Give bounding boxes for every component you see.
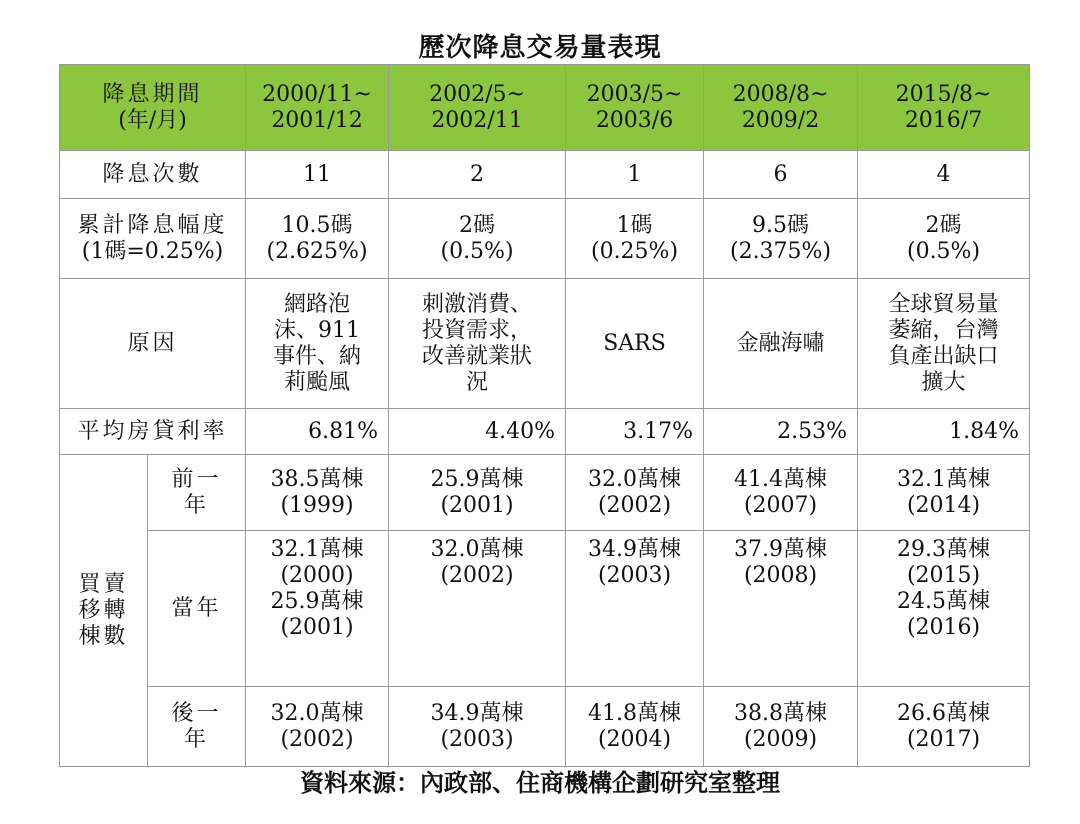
next-year-label-line: 年 <box>184 726 210 752</box>
transfer-year: (2002) <box>280 726 354 752</box>
cuts-value: 1 <box>566 151 704 199</box>
transfer-year: (2008) <box>743 563 818 588</box>
reason-cell <box>704 279 858 409</box>
cumulative-cell <box>704 199 858 279</box>
transfers-prev-row <box>60 455 1030 531</box>
prev-year-label-line: 前一 <box>171 466 222 492</box>
next-year-cell <box>858 687 1030 767</box>
source-note: 資料來源：內政部、住商機構企劃研究室整理 <box>300 768 780 797</box>
next-year-cell <box>566 687 704 767</box>
reason-line: 投資需求， <box>422 317 533 343</box>
current-year-cell <box>704 531 858 687</box>
transfers-group-line: 移轉 <box>78 597 129 623</box>
transfers-group-line: 棟數 <box>78 623 129 649</box>
header-period-end: 2001/12 <box>271 107 363 133</box>
cuts-row <box>60 151 1030 199</box>
header-label-line1: 降息期間 <box>102 81 203 107</box>
prev-year-label-line: 年 <box>184 492 210 518</box>
transfer-year: (2003) <box>597 563 672 588</box>
cumulative-value: 2碼 <box>459 212 496 238</box>
transfer-count: 34.9萬棟 <box>430 700 524 726</box>
transfer-year: (2016) <box>906 615 981 640</box>
header-period-cell <box>389 65 566 151</box>
header-period-end: 2009/2 <box>741 107 820 133</box>
transfers-group-line: 買賣 <box>78 571 129 597</box>
transfer-count: 38.8萬棟 <box>734 700 828 726</box>
transfer-count: 37.9萬棟 <box>734 537 828 562</box>
reason-line: 萎縮，台灣 <box>888 317 999 343</box>
reason-line: 況 <box>466 369 489 395</box>
prev-year-cell <box>704 455 858 531</box>
transfer-count: 38.5萬棟 <box>270 466 364 492</box>
cumulative-cell <box>389 199 566 279</box>
cumulative-value: 9.5碼 <box>752 212 810 238</box>
header-period-cell <box>246 65 389 151</box>
reason-cell <box>566 279 704 409</box>
cumulative-row <box>60 199 1030 279</box>
cumulative-value: 1碼 <box>616 212 653 238</box>
current-year-cell <box>389 531 566 687</box>
reason-line: 金融海嘯 <box>736 330 825 356</box>
next-year-cell <box>704 687 858 767</box>
cumulative-percent: (0.5%) <box>440 238 514 264</box>
transfer-count: 25.9萬棟 <box>430 466 524 492</box>
transfer-count: 41.8萬棟 <box>588 700 682 726</box>
cumulative-percent: (2.375%) <box>729 238 832 264</box>
transfer-year: (2000) <box>280 563 354 588</box>
reason-line: SARS <box>603 330 666 356</box>
cuts-label: 降息次數 <box>60 151 246 199</box>
header-period-end: 2002/11 <box>431 107 523 133</box>
reason-line: 擴大 <box>921 369 966 395</box>
transfer-year: (2017) <box>906 726 981 752</box>
cumulative-cell <box>858 199 1030 279</box>
transfer-year: (2001) <box>280 615 354 640</box>
cumulative-cell <box>566 199 704 279</box>
reason-line: 全球貿易量 <box>888 291 999 317</box>
reason-line: 網路泡 <box>284 291 351 317</box>
reason-label: 原因 <box>60 279 246 409</box>
transfer-count: 25.9萬棟 <box>270 589 364 614</box>
cuts-value: 11 <box>246 151 389 199</box>
header-label-line2: (年/月) <box>118 107 187 133</box>
transfer-count: 34.9萬棟 <box>588 537 682 562</box>
prev-year-cell <box>566 455 704 531</box>
reason-row <box>60 279 1030 409</box>
mortgage-value: 2.53% <box>704 409 858 455</box>
header-period-start: 2002/5~ <box>429 81 525 107</box>
mortgage-value: 4.40% <box>389 409 566 455</box>
transfer-count: 32.1萬棟 <box>897 466 991 492</box>
reason-cell <box>389 279 566 409</box>
reason-line: 改善就業狀 <box>422 343 533 369</box>
transfer-year: (2001) <box>440 492 514 518</box>
transfer-year: (2003) <box>440 726 514 752</box>
cuts-value: 6 <box>704 151 858 199</box>
transfers-group-label <box>60 455 148 767</box>
transfer-year: (2002) <box>597 492 672 518</box>
reason-line: 沫、911 <box>274 317 361 343</box>
transfer-year: (2002) <box>440 563 514 588</box>
transfer-count: 32.1萬棟 <box>270 537 364 562</box>
mortgage-value: 6.81% <box>246 409 389 455</box>
prev-year-cell <box>246 455 389 531</box>
header-period-end: 2003/6 <box>595 107 674 133</box>
transfer-count: 32.0萬棟 <box>430 537 524 562</box>
current-year-cell <box>858 531 1030 687</box>
cuts-value: 4 <box>858 151 1030 199</box>
cumulative-value: 10.5碼 <box>281 212 353 238</box>
transfers-current-row <box>60 531 1030 687</box>
mortgage-row <box>60 409 1030 455</box>
reason-line: 莉颱風 <box>284 369 351 395</box>
next-year-cell <box>389 687 566 767</box>
header-period-cell <box>704 65 858 151</box>
current-year-cell <box>246 531 389 687</box>
transfer-count: 32.0萬棟 <box>588 466 682 492</box>
transfer-year: (2014) <box>906 492 981 518</box>
current-year-label: 當年 <box>148 531 246 687</box>
transfer-count: 32.0萬棟 <box>270 700 364 726</box>
transfer-year: (2009) <box>743 726 818 752</box>
prev-year-cell <box>858 455 1030 531</box>
header-period-end: 2016/7 <box>904 107 983 133</box>
header-row <box>60 65 1030 151</box>
reason-cell <box>246 279 389 409</box>
header-period-cell <box>858 65 1030 151</box>
reason-line: 事件、納 <box>273 343 362 369</box>
transfer-count: 41.4萬棟 <box>734 466 828 492</box>
reason-line: 刺激消費、 <box>422 291 533 317</box>
cumulative-percent: (0.25%) <box>590 238 679 264</box>
transfer-count: 29.3萬棟 <box>897 537 991 562</box>
reason-cell <box>858 279 1030 409</box>
cumulative-percent: (0.5%) <box>906 238 981 264</box>
next-year-label-line: 後一 <box>171 700 222 726</box>
rate-cut-table <box>59 64 1030 767</box>
cumulative-label-line2: (1碼=0.25%) <box>81 238 224 264</box>
transfer-year: (2004) <box>597 726 672 752</box>
prev-year-cell <box>389 455 566 531</box>
transfers-next-row <box>60 687 1030 767</box>
cumulative-label-cell <box>60 199 246 279</box>
header-period-start: 2000/11~ <box>262 81 372 107</box>
transfer-year: (1999) <box>280 492 354 518</box>
prev-year-label <box>148 455 246 531</box>
header-period-start: 2008/8~ <box>732 81 829 107</box>
header-period-start: 2015/8~ <box>895 81 992 107</box>
next-year-label <box>148 687 246 767</box>
cumulative-cell <box>246 199 389 279</box>
current-year-cell <box>566 531 704 687</box>
cumulative-label-line1: 累計降息幅度 <box>77 212 228 238</box>
transfer-year: (2015) <box>906 563 981 588</box>
transfer-count: 24.5萬棟 <box>897 589 991 614</box>
cumulative-value: 2碼 <box>925 212 962 238</box>
mortgage-label: 平均房貸利率 <box>60 409 246 455</box>
page-title: 歷次降息交易量表現 <box>418 33 662 63</box>
cumulative-percent: (2.625%) <box>266 238 368 264</box>
header-period-cell <box>566 65 704 151</box>
mortgage-value: 3.17% <box>566 409 704 455</box>
next-year-cell <box>246 687 389 767</box>
header-period-start: 2003/5~ <box>586 81 683 107</box>
transfer-count: 26.6萬棟 <box>897 700 991 726</box>
transfer-year: (2007) <box>743 492 818 518</box>
header-label-cell <box>60 65 246 151</box>
cuts-value: 2 <box>389 151 566 199</box>
mortgage-value: 1.84% <box>858 409 1030 455</box>
reason-line: 負產出缺口 <box>888 343 999 369</box>
